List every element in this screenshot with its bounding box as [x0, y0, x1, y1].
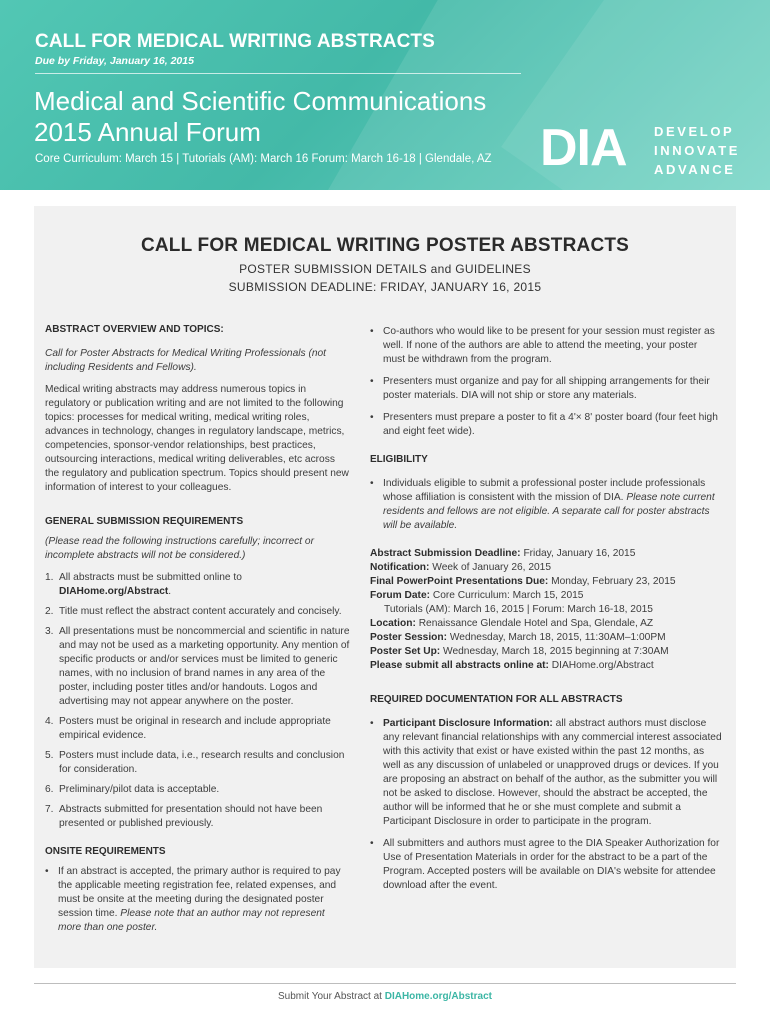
document-title: CALL FOR MEDICAL WRITING POSTER ABSTRACTS: [140, 235, 630, 256]
detail-value: Renaissance Glendale Hotel and Spa, Glendale, AZ: [418, 618, 654, 629]
item-number: 5.: [45, 750, 54, 761]
abstract-link[interactable]: DIAHome.org/Abstract: [59, 586, 169, 597]
item-number: 4.: [45, 716, 54, 727]
detail-label: Notification:: [370, 562, 430, 573]
event-title: [34, 86, 486, 148]
section-heading-required-docs: REQUIRED DOCUMENTATION FOR ALL ABSTRACTS: [370, 694, 623, 705]
item-text: All submitters and authors must agree to the DIA Speaker Authorization for Use of Presentation Materials in order for the abstract to be a part of the Program. Accepted posters will be available on DIA's website for attendee download after the event.: [383, 838, 720, 891]
bullet-icon: •: [370, 838, 374, 849]
section-heading-eligibility: ELIGIBILITY: [370, 454, 428, 465]
section-heading-onsite: ONSITE REQUIREMENTS: [45, 846, 166, 857]
item-text: .: [168, 586, 172, 597]
logo-mark: DIA: [540, 119, 627, 177]
detail-label: Poster Session:: [370, 632, 447, 643]
detail-value: Friday, January 16, 2015: [523, 548, 636, 559]
item-note: Please note that an author may not represent more than one poster.: [58, 908, 325, 933]
footer: [0, 991, 770, 1002]
item-text: all abstract authors must disclose any relevant financial relationships with any commercial interest associated with this activity that exist or have existed within the past 12 months, as well as any discussion of unlabeled or unapproved drugs or devices. If you are proposing an abstract on behalf of the author, as the submitter you will not be asked to disclose. However, should the abstract be accepted, the author will be informed that he or she must complete and submit a Participant Disclosure in order to participate in the program.: [383, 718, 722, 827]
item-text: Co-authors who would like to be present for your session must register as well. If none of the authors are able to attend the meeting, your poster must be withdrawn from the program.: [383, 326, 715, 365]
header-banner: [0, 0, 770, 190]
item-text: Presenters must prepare a poster to fit a 4'× 8' poster board (four feet high and eight feet wide).: [383, 412, 718, 437]
detail-value: Wednesday, March 18, 2015, 11:30AM–1:00PM: [449, 632, 666, 643]
item-text: All presentations must be noncommercial and scientific in nature and may not be used as a marketing opportunity. Any mention of specific products or and/or services must be limited to generic names, with no inclusion of brand names in any area of the poster, including poster titles and/or handouts. Logos and advertising may not appear anywhere on the poster.: [59, 626, 350, 707]
detail-label: Please submit all abstracts online at:: [370, 660, 549, 671]
list-item: [370, 411, 722, 439]
detail-row: [370, 645, 722, 659]
overview-intro: Call for Poster Abstracts for Medical Writing Professionals (not including Residents and Fellows).: [45, 348, 327, 373]
overview-text: Medical writing abstracts may address numerous topics in regulatory or publication writing and are not limited to the following topics: processes for medical writing, medical writing roles, advances in technology, changes in regulatory landscape, metrics, competencies, sponsor-vendor relationships, best practices, outsourcing interactions, medical writing deliverables, etc across the regulatory and publication spectrum. Topics should present new information of interest to your colleagues.: [45, 384, 349, 493]
item-label: Participant Disclosure Information:: [383, 718, 553, 729]
item-text: Title must reflect the abstract content accurately and concisely.: [59, 606, 342, 617]
detail-label: Abstract Submission Deadline:: [370, 548, 521, 559]
section-heading-general: GENERAL SUBMISSION REQUIREMENTS: [45, 516, 244, 527]
item-text: Abstracts submitted for presentation should not have been presented or published previously.: [59, 804, 323, 829]
logo-word: DEVELOP: [654, 124, 735, 139]
item-text: Posters must be original in research and include appropriate empirical evidence.: [59, 716, 331, 741]
event-dates: Core Curriculum: March 15 | Tutorials (AM): March 16 Forum: March 16-18 | Glendale, AZ: [35, 153, 492, 165]
list-item: [45, 571, 350, 599]
list-item: [45, 803, 350, 831]
general-note: (Please read the following instructions carefully; incorrect or incomplete abstracts will not be considered.): [45, 536, 314, 561]
logo-word: ADVANCE: [654, 162, 736, 177]
logo-word: INNOVATE: [654, 143, 741, 158]
list-item: [370, 717, 722, 829]
banner-due-date: Due by Friday, January 16, 2015: [35, 55, 194, 67]
banner-divider: [35, 73, 521, 74]
document-subtitle: POSTER SUBMISSION DETAILS and GUIDELINES: [239, 262, 531, 276]
detail-row: [370, 631, 722, 645]
detail-row: [370, 547, 722, 561]
detail-value: Monday, February 23, 2015: [551, 576, 676, 587]
bullet-icon: •: [370, 376, 374, 387]
detail-row: [370, 659, 722, 673]
detail-row: Tutorials (AM): March 16, 2015 | Forum: March 16-18, 2015: [384, 604, 653, 615]
list-item: [45, 783, 350, 797]
detail-row: [370, 575, 722, 589]
bullet-icon: •: [370, 478, 374, 489]
abstract-link[interactable]: DIAHome.org/Abstract: [551, 660, 654, 671]
item-number: 7.: [45, 804, 54, 815]
detail-label: Poster Set Up:: [370, 646, 441, 657]
logo-tagline: [654, 122, 740, 179]
detail-label: Location:: [370, 618, 416, 629]
detail-row: [370, 617, 722, 631]
right-column: [370, 325, 722, 901]
list-item: [45, 865, 350, 935]
list-item: [45, 605, 350, 619]
item-text: Individuals eligible to submit a professional poster include professionals whose affiliation is consistent with the mission of DIA.: [383, 478, 706, 503]
item-number: 1.: [45, 572, 54, 583]
list-item: [45, 625, 350, 709]
detail-label: Final PowerPoint Presentations Due:: [370, 576, 549, 587]
list-item: [370, 477, 722, 533]
bullet-icon: •: [370, 718, 374, 729]
item-text: All abstracts must be submitted online to: [59, 572, 242, 583]
left-column: [45, 323, 350, 943]
bullet-icon: •: [370, 412, 374, 423]
key-details: [370, 547, 722, 673]
item-text: If an abstract is accepted, the primary author is required to pay the applicable meeting registration fee, related expenses, and must be onsite at the meeting during the designated poster session time.: [58, 866, 341, 919]
detail-row: [370, 561, 722, 575]
detail-value: Wednesday, March 18, 2015 beginning at 7:30AM: [443, 646, 669, 657]
item-number: 3.: [45, 626, 54, 637]
footer-divider: [34, 983, 736, 984]
footer-link[interactable]: DIAHome.org/Abstract: [384, 991, 492, 1002]
detail-label: Forum Date:: [370, 590, 430, 601]
detail-value: Week of January 26, 2015: [432, 562, 552, 573]
detail-row: [370, 589, 722, 603]
detail-value: Core Curriculum: March 15, 2015: [432, 590, 584, 601]
list-item: [370, 375, 722, 403]
item-text: Preliminary/pilot data is acceptable.: [59, 784, 220, 795]
item-note: Please note current residents and fellows are not eligible. A separate call for poster abstracts will be available.: [383, 492, 715, 531]
section-heading-overview: ABSTRACT OVERVIEW AND TOPICS:: [45, 324, 224, 335]
list-item: [370, 837, 722, 893]
banner-heading: CALL FOR MEDICAL WRITING ABSTRACTS: [35, 31, 435, 52]
item-number: 6.: [45, 784, 54, 795]
submission-deadline: SUBMISSION DEADLINE: FRIDAY, JANUARY 16, 2015: [228, 280, 542, 294]
event-title-line1: Medical and Scientific Communications: [34, 86, 487, 116]
item-number: 2.: [45, 606, 54, 617]
list-item: [45, 749, 350, 777]
bullet-icon: •: [370, 326, 374, 337]
item-text: Posters must include data, i.e., research results and conclusion for consideration.: [59, 750, 345, 775]
event-title-line2: 2015 Annual Forum: [34, 117, 261, 147]
footer-text: Submit Your Abstract at: [278, 991, 382, 1002]
bullet-icon: •: [45, 866, 49, 877]
item-text: Presenters must organize and pay for all shipping arrangements for their poster materials. DIA will not ship or store any materials.: [383, 376, 710, 401]
list-item: [45, 715, 350, 743]
list-item: [370, 325, 722, 367]
